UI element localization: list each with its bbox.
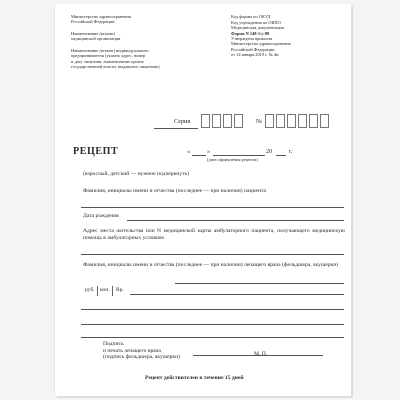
year-field[interactable] (276, 155, 286, 156)
patient-name-field[interactable] (81, 207, 344, 208)
address-field[interactable] (81, 254, 344, 255)
series-box-1[interactable] (201, 114, 210, 128)
date-caption: (дата оформления рецепта) (207, 157, 258, 162)
signature-label: Подпись и печать лечащего врача (подпись фельдшера, акушерки) (103, 341, 180, 361)
number-box-1[interactable] (265, 114, 274, 128)
rp-line-3[interactable] (81, 324, 344, 325)
birth-date-label: Дата рождения (83, 213, 119, 219)
rp-line-2[interactable] (81, 309, 344, 310)
kop-label: коп. (100, 287, 110, 293)
patient-name-label: Фамилия, инициалы имени и отчества (последнее — при наличии) пациента (83, 188, 266, 194)
prescription-form (55, 4, 351, 396)
rub-label: руб. (85, 287, 95, 293)
rub-divider (97, 286, 98, 296)
approval-note: Утверждена приказом Министерства здравоохранения Российской Федерации от 14 января 2019 г. № 4н (231, 36, 291, 57)
series-box-3[interactable] (223, 114, 232, 128)
med-doc-label: Медицинская документация (231, 25, 284, 30)
series-label: Серия (174, 118, 191, 125)
month-field[interactable] (213, 155, 265, 156)
ministry-header: Министерство здравоохранения Российской Федерации (71, 14, 131, 25)
okpo-code: Код учреждения по ОКПО (231, 19, 281, 25)
number-box-6[interactable] (320, 114, 329, 128)
series-box-4[interactable] (234, 114, 243, 128)
form-title: РЕЦЕПТ (73, 146, 119, 157)
okud-code: Код формы по ОКУД (231, 14, 271, 19)
rp-label: Rp. (116, 287, 124, 293)
org-name-header: Наименование (штамп) медицинской организации (71, 31, 121, 42)
age-note: (взрослый, детский — нужное подчеркнуть) (83, 171, 189, 177)
birth-date-field[interactable] (127, 220, 344, 221)
stamp-label: М. П. (254, 351, 268, 357)
number-box-4[interactable] (298, 114, 307, 128)
ip-name-header: Наименование (штамп) индивидуального предпринимателя (указать адрес, номер и дату лицензии, наименование органа государственной власти, выдавшего лицензию) (71, 48, 160, 69)
address-label: Адрес места жительства или N медицинской карты амбулаторного пациента, получающего медицинскую помощь в амбулаторных условиях (83, 228, 345, 241)
rp-line-4[interactable] (81, 337, 344, 338)
series-box-2[interactable] (212, 114, 221, 128)
number-box-5[interactable] (309, 114, 318, 128)
year-suffix: г. (289, 148, 293, 155)
number-box-3[interactable] (287, 114, 296, 128)
number-label: № (256, 118, 262, 125)
number-box-2[interactable] (276, 114, 285, 128)
doctor-name-label: Фамилия, инициалы имени и отчества (последнее — при наличии) лечащего врача (фельдшера, акушерки) (83, 262, 339, 268)
form-number: Форма N 148-1/у-88 (231, 30, 270, 36)
series-underline (154, 128, 198, 129)
date-close-quote: » (207, 148, 211, 155)
kop-divider (112, 286, 113, 296)
day-field[interactable] (192, 155, 206, 156)
doctor-name-field[interactable] (175, 283, 344, 284)
rp-line-1[interactable] (130, 294, 344, 295)
year-prefix: 20 (266, 148, 273, 155)
date-open-quote: « (187, 148, 191, 155)
validity-note: Рецепт действителен в течение 15 дней (145, 375, 244, 381)
